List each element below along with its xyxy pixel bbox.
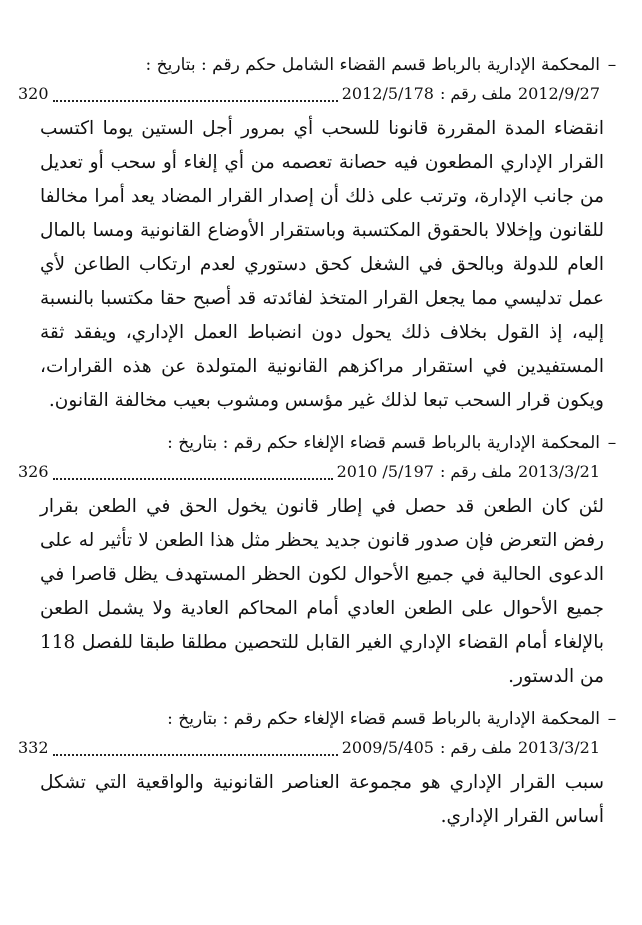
- reference-line: [18, 80, 624, 108]
- bullet-dash: –: [607, 55, 617, 75]
- page-number: 326: [18, 462, 49, 481]
- entry-heading: [18, 704, 624, 734]
- bullet-dash: –: [607, 433, 617, 453]
- judgment-summary: سبب القرار الإداري هو مجموعة العناصر القانونية والواقعية التي تشكل أساس القرار الإداري.: [40, 772, 604, 827]
- bullet-dash: –: [607, 709, 617, 729]
- judgment-entry: [18, 428, 624, 694]
- judgment-date: 2013/3/21: [517, 462, 600, 481]
- file-label: ملف رقم :: [439, 84, 512, 103]
- judgment-entry: [18, 704, 624, 834]
- court-heading: المحكمة الإدارية بالرباط قسم قضاء الإلغاء حكم رقم : بتاريخ :: [167, 709, 600, 729]
- entry-heading: [18, 428, 624, 458]
- judgment-entry: [18, 50, 624, 418]
- dot-leader: [53, 86, 338, 102]
- file-label: ملف رقم :: [439, 738, 512, 757]
- page-number: 320: [18, 84, 49, 103]
- judgment-date: 2013/3/21: [517, 738, 600, 757]
- judgment-summary: انقضاء المدة المقررة قانونا للسحب أي بمرور أجل الستين يوما اكتسب القرار الإداري المطعون فيه حصانة تعصمه من أي إلغاء أو سحب أو تعديل من جانب الإدارة، وترتب على ذلك أن إصدار القرار المضاد يعد أمرا مخالفا للقانون وإخلالا بالحقوق المكتسبة وباستقرار الأوضاع القانونية ومسا بالمال العام للدولة وبالحق في الشغل كحق دستوري لعدم ارتكاب الطاعن لأي عمل تدليسي مما يجعل القرار المتخذ لفائدته قد أصبح حقا مكتسبا بالنسبة إليه، إذ القول بخلاف ذلك يحول دون انضباط العمل الإداري، ويفقد ثقة المستفيدين في استقرار مراكزهم القانونية المتولدة عن هذه القرارات، ويكون قرار السحب تبعا لذلك غير مؤسس ومشوب بعيب مخالفة القانون.: [40, 118, 604, 411]
- file-number: 2010 /5/197: [336, 462, 434, 481]
- judgment-summary: لئن كان الطعن قد حصل في إطار قانون يخول الحق في الطعن بقرار رفض التعرض فإن صدور قانون جديد يحظر مثل هذا الطعن لا تأثير له على الدعوى الحالية في جميع الأحوال لكون الحظر المستهدف يظل قاصرا في جميع الأحوال على الطعن العادي أمام المحاكم العادية ولا يشمل الطعن بالإلغاء أمام القضاء الإداري الغير القابل للتحصين مطلقا طبقا للفصل 118 من الدستور.: [40, 496, 604, 687]
- reference-line: [18, 734, 624, 762]
- file-number: 2009/5/405: [341, 738, 434, 757]
- dot-leader: [53, 740, 338, 756]
- page-number: 332: [18, 738, 49, 757]
- reference-line: [18, 458, 624, 486]
- entry-heading: [18, 50, 624, 80]
- file-number: 2012/5/178: [341, 84, 434, 103]
- dot-leader: [53, 464, 333, 480]
- judgment-date: 2012/9/27: [517, 84, 600, 103]
- file-label: ملف رقم :: [439, 462, 512, 481]
- court-heading: المحكمة الإدارية بالرباط قسم القضاء الشامل حكم رقم : بتاريخ :: [145, 55, 600, 75]
- court-heading: المحكمة الإدارية بالرباط قسم قضاء الإلغاء حكم رقم : بتاريخ :: [167, 433, 600, 453]
